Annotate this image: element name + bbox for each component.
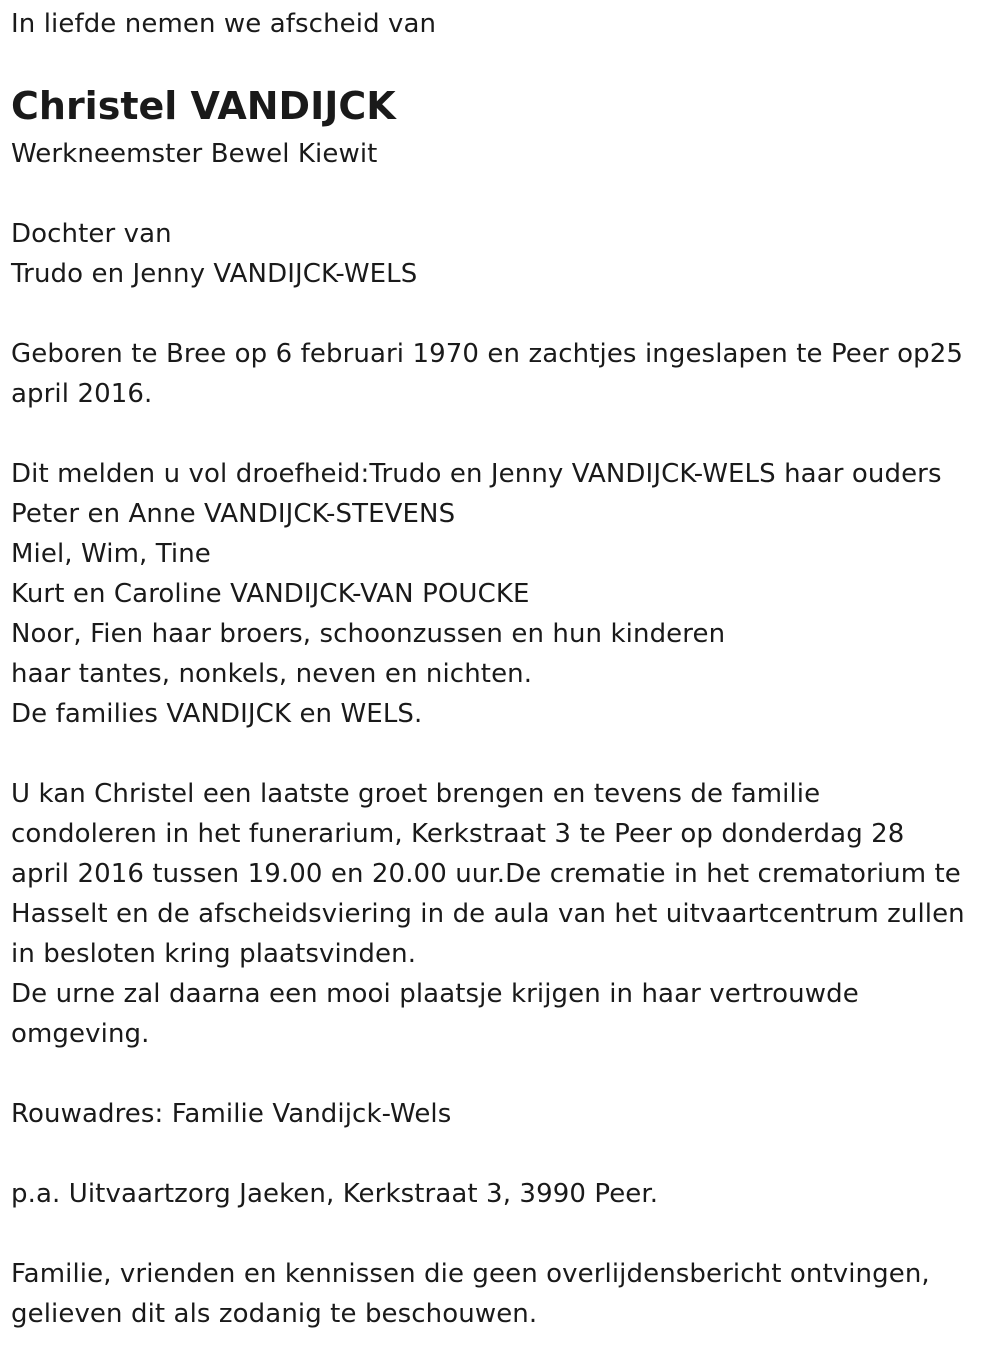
closing-line: Familie, vrienden en kennissen die geen overlijdensbericht ontvingen, xyxy=(11,1259,930,1289)
visitation-line: U kan Christel een laatste groet brengen en tevens de familie xyxy=(11,779,821,809)
family-line: Miel, Wim, Tine xyxy=(11,539,211,569)
visitation-line: omgeving. xyxy=(11,1019,150,1049)
family-line: Kurt en Caroline VANDIJCK-VAN POUCKE xyxy=(11,579,530,609)
family-line: Noor, Fien haar broers, schoonzussen en hun kinderen xyxy=(11,619,726,649)
care-of-address: p.a. Uitvaartzorg Jaeken, Kerkstraat 3, 3990 Peer. xyxy=(11,1179,659,1209)
visitation-line: in besloten kring plaatsvinden. xyxy=(11,939,417,969)
care-of-block xyxy=(11,1174,658,1214)
parents-line: Dochter van xyxy=(11,219,172,249)
mourning-address: Rouwadres: Familie Vandijck-Wels xyxy=(11,1099,452,1129)
family-line: Peter en Anne VANDIJCK-STEVENS xyxy=(11,499,456,529)
parents-block xyxy=(11,214,417,294)
visitation-line: condoleren in het funerarium, Kerkstraat 3 te Peer op donderdag 28 xyxy=(11,819,905,849)
birth-block xyxy=(11,334,963,414)
family-line: De families VANDIJCK en WELS. xyxy=(11,699,423,729)
occupation-block xyxy=(11,134,377,174)
mourning-address-block xyxy=(11,1094,451,1134)
family-line: haar tantes, nonkels, neven en nichten. xyxy=(11,659,533,689)
closing-block xyxy=(11,1254,930,1334)
parents-line: Trudo en Jenny VANDIJCK-WELS xyxy=(11,259,418,289)
birth-line: Geboren te Bree op 6 februari 1970 en zachtjes ingeslapen te Peer op25 xyxy=(11,339,964,369)
family-block xyxy=(11,454,942,734)
occupation-text: Werkneemster Bewel Kiewit xyxy=(11,139,378,169)
family-line: Dit melden u vol droefheid:Trudo en Jenny VANDIJCK-WELS haar ouders xyxy=(11,459,942,489)
visitation-line: De urne zal daarna een mooi plaatsje krijgen in haar vertrouwde xyxy=(11,979,859,1009)
visitation-line: april 2016 tussen 19.00 en 20.00 uur.De crematie in het crematorium te xyxy=(11,859,961,889)
visitation-block xyxy=(11,774,965,1054)
closing-line: gelieven dit als zodanig te beschouwen. xyxy=(11,1299,538,1329)
birth-line: april 2016. xyxy=(11,379,153,409)
deceased-name: Christel VANDIJCK xyxy=(11,84,396,128)
intro-text: In liefde nemen we afscheid van xyxy=(11,9,437,39)
visitation-line: Hasselt en de afscheidsviering in de aula van het uitvaartcentrum zullen xyxy=(11,899,965,929)
